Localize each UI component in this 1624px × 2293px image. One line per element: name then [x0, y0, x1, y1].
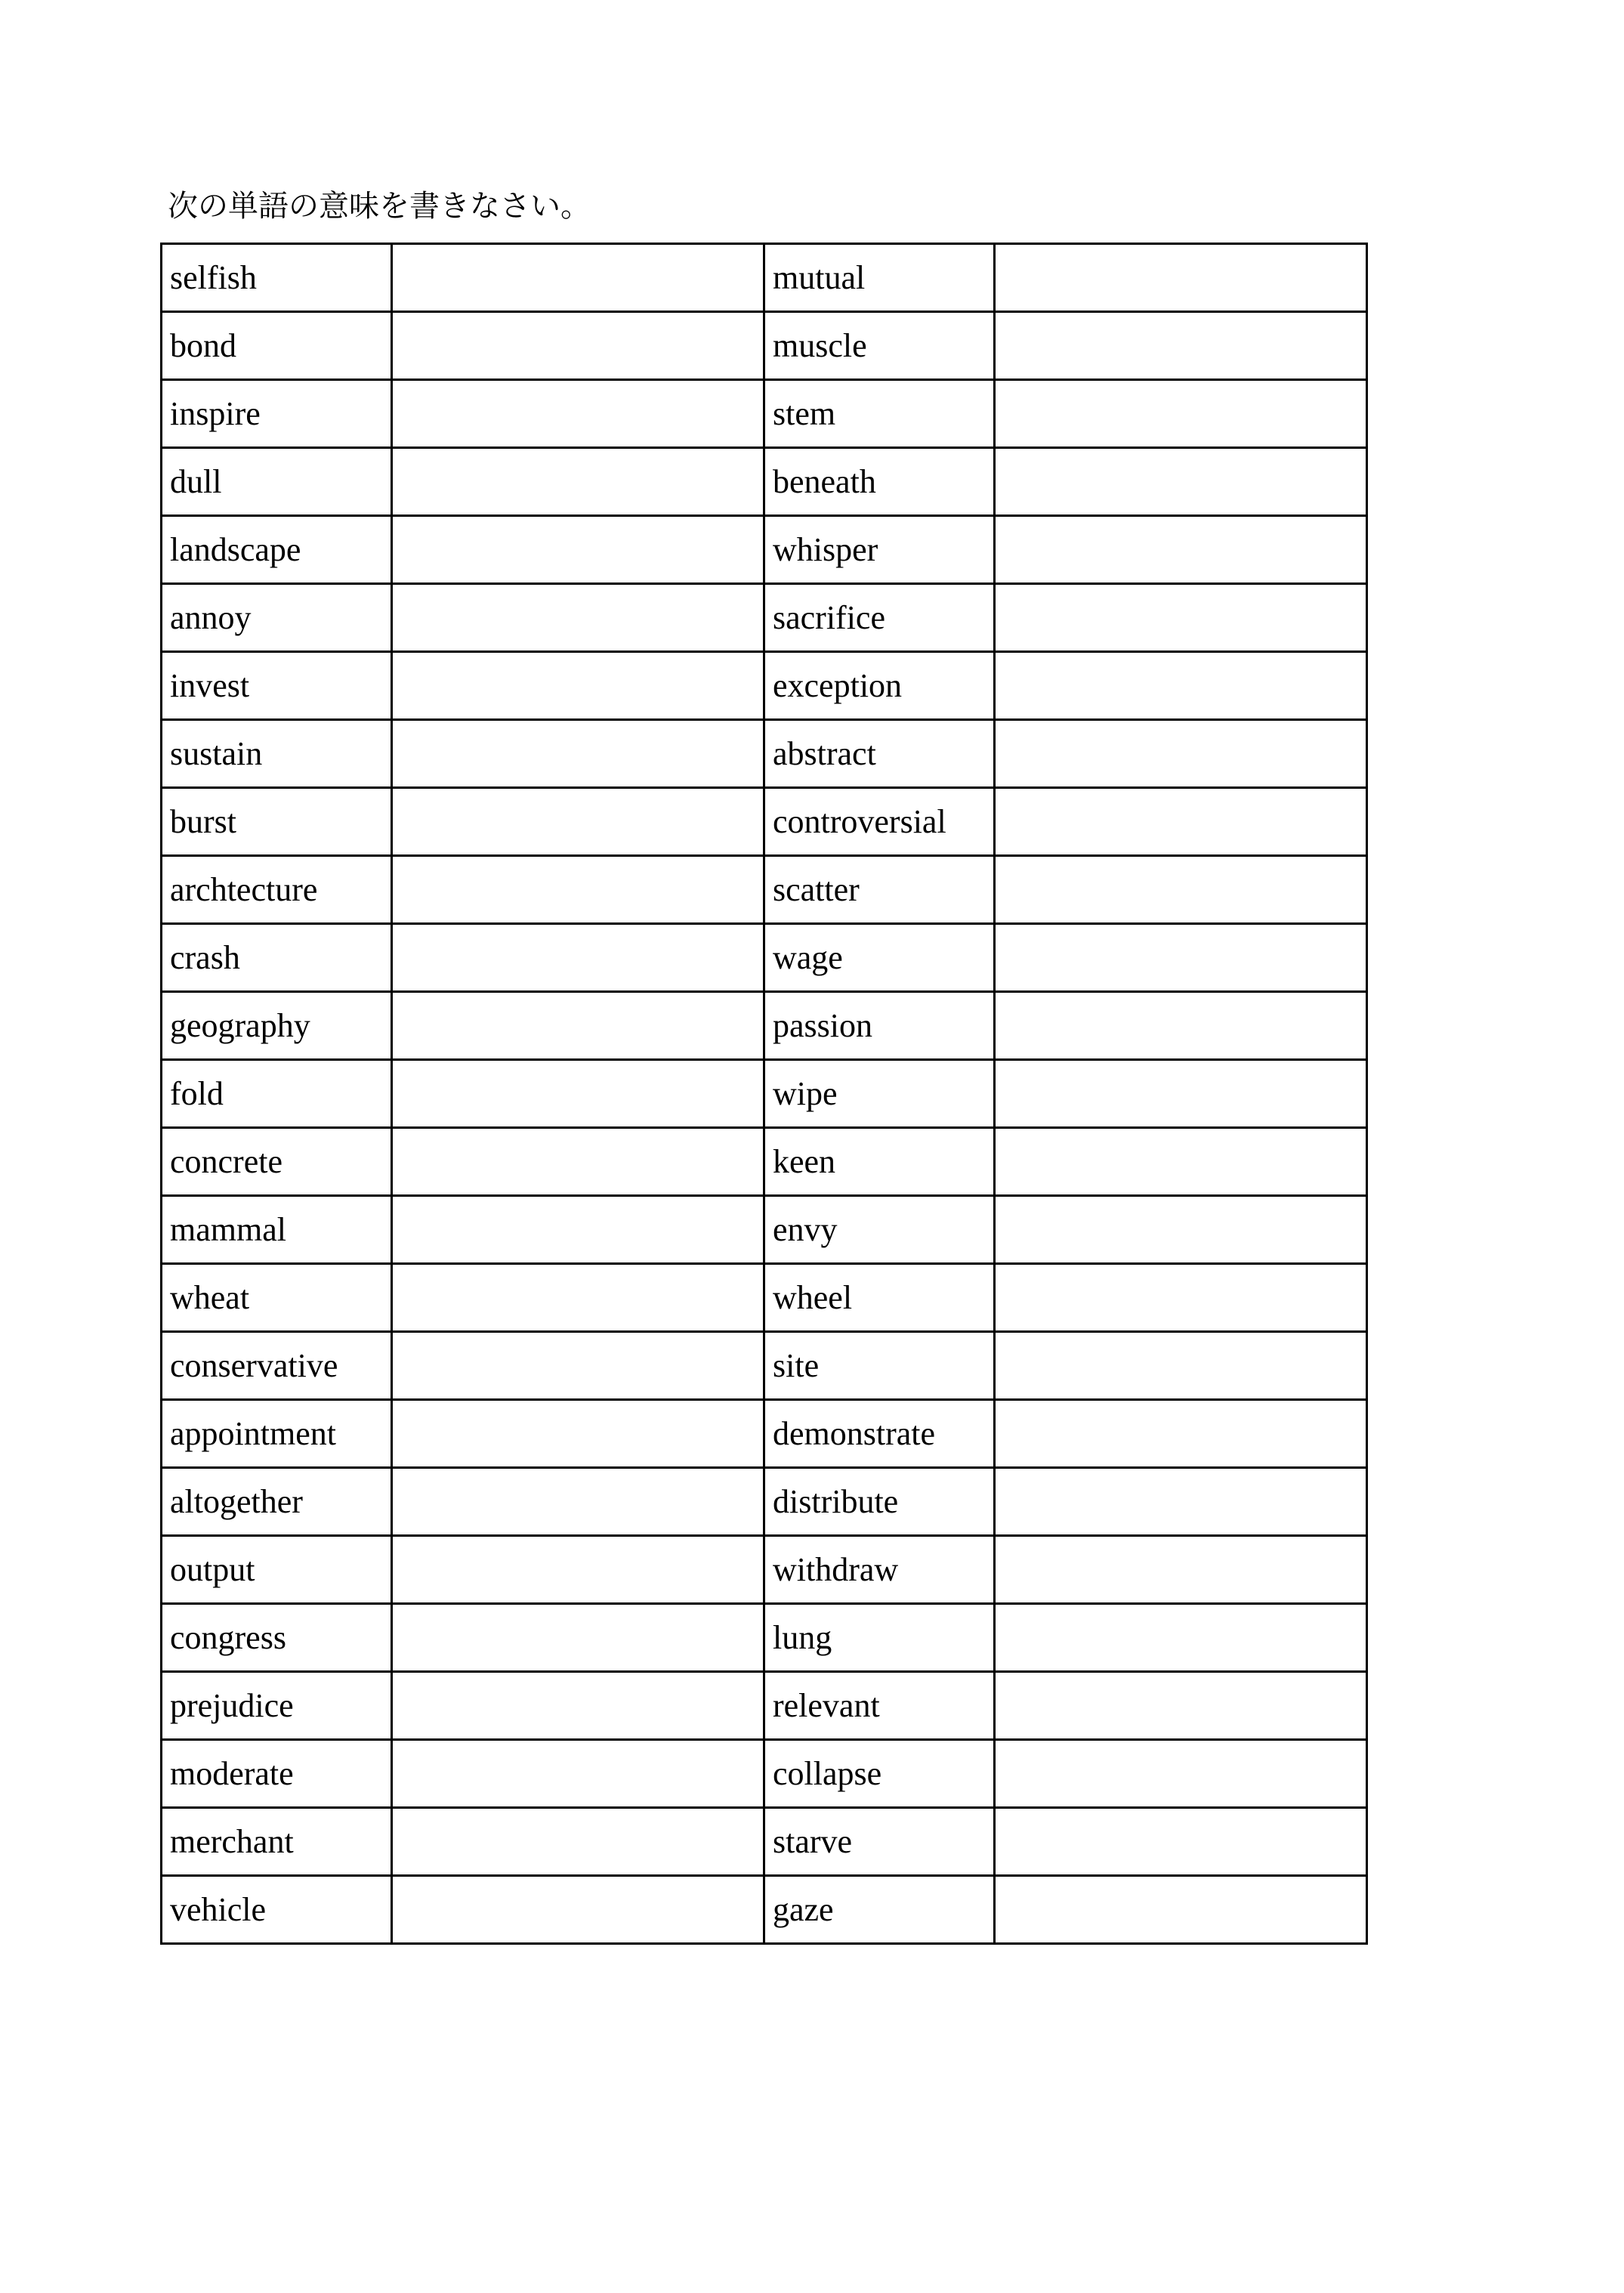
word-cell-left: congress: [162, 1604, 392, 1672]
word-cell-right: demonstrate: [764, 1400, 995, 1468]
answer-cell-left[interactable]: [392, 788, 764, 856]
table-row: [162, 1128, 1367, 1196]
answer-cell-right[interactable]: [995, 788, 1367, 856]
answer-cell-left[interactable]: [392, 1128, 764, 1196]
word-cell-left: invest: [162, 652, 392, 720]
answer-cell-left[interactable]: [392, 1060, 764, 1128]
answer-cell-right[interactable]: [995, 312, 1367, 380]
answer-cell-left[interactable]: [392, 856, 764, 924]
word-cell-left: altogether: [162, 1468, 392, 1536]
vocabulary-table: [160, 243, 1368, 1945]
answer-cell-left[interactable]: [392, 652, 764, 720]
word-cell-right: distribute: [764, 1468, 995, 1536]
table-row: [162, 1332, 1367, 1400]
table-row: [162, 516, 1367, 584]
answer-cell-left[interactable]: [392, 1536, 764, 1604]
word-cell-right: relevant: [764, 1672, 995, 1740]
answer-cell-right[interactable]: [995, 1128, 1367, 1196]
answer-cell-right[interactable]: [995, 992, 1367, 1060]
answer-cell-right[interactable]: [995, 244, 1367, 312]
table-row: [162, 720, 1367, 788]
answer-cell-right[interactable]: [995, 924, 1367, 992]
answer-cell-left[interactable]: [392, 380, 764, 448]
word-cell-right: stem: [764, 380, 995, 448]
word-cell-left: prejudice: [162, 1672, 392, 1740]
answer-cell-right[interactable]: [995, 856, 1367, 924]
word-cell-right: muscle: [764, 312, 995, 380]
table-row: [162, 1400, 1367, 1468]
instruction-heading: 次の単語の意味を書きなさい。: [168, 189, 591, 224]
word-cell-left: dull: [162, 448, 392, 516]
answer-cell-left[interactable]: [392, 1264, 764, 1332]
answer-cell-left[interactable]: [392, 1332, 764, 1400]
table-row: [162, 924, 1367, 992]
table-row: [162, 1876, 1367, 1944]
answer-cell-right[interactable]: [995, 1468, 1367, 1536]
answer-cell-right[interactable]: [995, 516, 1367, 584]
answer-cell-right[interactable]: [995, 1400, 1367, 1468]
word-cell-left: vehicle: [162, 1876, 392, 1944]
word-cell-right: keen: [764, 1128, 995, 1196]
answer-cell-right[interactable]: [995, 584, 1367, 652]
word-cell-right: passion: [764, 992, 995, 1060]
table-row: [162, 1672, 1367, 1740]
answer-cell-left[interactable]: [392, 1468, 764, 1536]
table-row: [162, 1740, 1367, 1808]
word-cell-left: wheat: [162, 1264, 392, 1332]
table-row: [162, 1196, 1367, 1264]
vocabulary-table-body: [162, 244, 1367, 1944]
word-cell-left: landscape: [162, 516, 392, 584]
answer-cell-right[interactable]: [995, 1536, 1367, 1604]
word-cell-left: inspire: [162, 380, 392, 448]
word-cell-left: annoy: [162, 584, 392, 652]
word-cell-right: collapse: [764, 1740, 995, 1808]
word-cell-right: site: [764, 1332, 995, 1400]
word-cell-right: abstract: [764, 720, 995, 788]
table-row: [162, 448, 1367, 516]
word-cell-left: output: [162, 1536, 392, 1604]
answer-cell-left[interactable]: [392, 1808, 764, 1876]
table-row: [162, 1808, 1367, 1876]
word-cell-right: wage: [764, 924, 995, 992]
word-cell-left: appointment: [162, 1400, 392, 1468]
table-row: [162, 652, 1367, 720]
word-cell-left: conservative: [162, 1332, 392, 1400]
word-cell-right: withdraw: [764, 1536, 995, 1604]
table-row: [162, 856, 1367, 924]
word-cell-right: mutual: [764, 244, 995, 312]
word-cell-left: crash: [162, 924, 392, 992]
word-cell-left: moderate: [162, 1740, 392, 1808]
answer-cell-left[interactable]: [392, 720, 764, 788]
answer-cell-right[interactable]: [995, 1196, 1367, 1264]
answer-cell-left[interactable]: [392, 448, 764, 516]
answer-cell-left[interactable]: [392, 1672, 764, 1740]
table-row: [162, 584, 1367, 652]
word-cell-left: mammal: [162, 1196, 392, 1264]
answer-cell-left[interactable]: [392, 1196, 764, 1264]
word-cell-right: controversial: [764, 788, 995, 856]
word-cell-left: geography: [162, 992, 392, 1060]
answer-cell-right[interactable]: [995, 720, 1367, 788]
answer-cell-right[interactable]: [995, 1332, 1367, 1400]
word-cell-right: wheel: [764, 1264, 995, 1332]
answer-cell-right[interactable]: [995, 1876, 1367, 1944]
table-row: [162, 312, 1367, 380]
answer-cell-left[interactable]: [392, 1604, 764, 1672]
table-row: [162, 244, 1367, 312]
word-cell-left: fold: [162, 1060, 392, 1128]
word-cell-right: wipe: [764, 1060, 995, 1128]
answer-cell-right[interactable]: [995, 1060, 1367, 1128]
answer-cell-right[interactable]: [995, 1264, 1367, 1332]
word-cell-left: concrete: [162, 1128, 392, 1196]
answer-cell-left[interactable]: [392, 1400, 764, 1468]
table-row: [162, 1264, 1367, 1332]
answer-cell-right[interactable]: [995, 1808, 1367, 1876]
word-cell-right: whisper: [764, 516, 995, 584]
table-row: [162, 1604, 1367, 1672]
word-cell-right: scatter: [764, 856, 995, 924]
word-cell-right: sacrifice: [764, 584, 995, 652]
table-row: [162, 788, 1367, 856]
word-cell-right: gaze: [764, 1876, 995, 1944]
answer-cell-left[interactable]: [392, 1876, 764, 1944]
answer-cell-right[interactable]: [995, 1672, 1367, 1740]
answer-cell-right[interactable]: [995, 380, 1367, 448]
word-cell-right: exception: [764, 652, 995, 720]
answer-cell-left[interactable]: [392, 1740, 764, 1808]
answer-cell-left[interactable]: [392, 312, 764, 380]
answer-cell-left[interactable]: [392, 516, 764, 584]
word-cell-left: archtecture: [162, 856, 392, 924]
word-cell-left: sustain: [162, 720, 392, 788]
table-row: [162, 1468, 1367, 1536]
answer-cell-right[interactable]: [995, 1740, 1367, 1808]
answer-cell-left[interactable]: [392, 992, 764, 1060]
answer-cell-right[interactable]: [995, 448, 1367, 516]
word-cell-right: envy: [764, 1196, 995, 1264]
word-cell-right: starve: [764, 1808, 995, 1876]
answer-cell-left[interactable]: [392, 924, 764, 992]
answer-cell-left[interactable]: [392, 244, 764, 312]
word-cell-right: lung: [764, 1604, 995, 1672]
word-cell-left: selfish: [162, 244, 392, 312]
answer-cell-left[interactable]: [392, 584, 764, 652]
answer-cell-right[interactable]: [995, 1604, 1367, 1672]
table-row: [162, 992, 1367, 1060]
word-cell-right: beneath: [764, 448, 995, 516]
table-row: [162, 1536, 1367, 1604]
word-cell-left: burst: [162, 788, 392, 856]
word-cell-left: bond: [162, 312, 392, 380]
table-row: [162, 380, 1367, 448]
table-row: [162, 1060, 1367, 1128]
answer-cell-right[interactable]: [995, 652, 1367, 720]
word-cell-left: merchant: [162, 1808, 392, 1876]
